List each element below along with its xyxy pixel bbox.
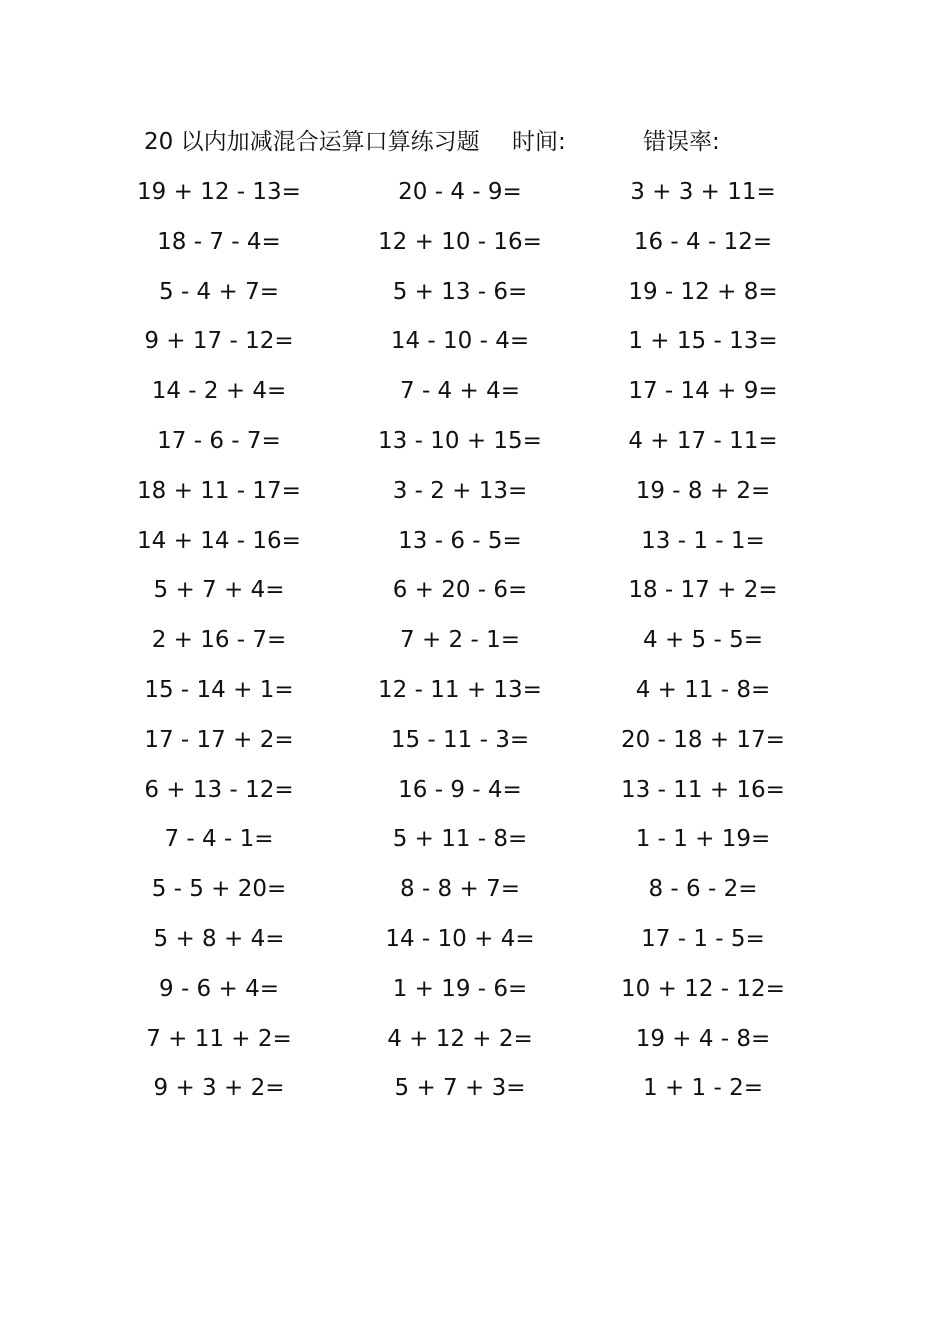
problem-item: 17 - 6 - 7= — [157, 427, 281, 454]
problem-item: 3 - 2 + 13= — [392, 477, 528, 504]
problem-row — [0, 670, 950, 720]
problem-row — [0, 720, 950, 770]
problem-item: 3 + 3 + 11= — [630, 179, 776, 205]
problem-row — [0, 521, 950, 571]
problem-item: 5 - 5 + 20= — [151, 876, 287, 903]
worksheet-title: 20 以内加减混合运算口算练习题 — [144, 129, 480, 155]
problem-row — [0, 371, 950, 421]
problem-item: 9 + 3 + 2= — [153, 1075, 285, 1102]
problem-item: 15 - 14 + 1= — [144, 676, 294, 703]
problem-grid — [0, 172, 950, 1118]
problem-item: 16 - 9 - 4= — [398, 776, 522, 803]
problem-item: 5 + 8 + 4= — [153, 925, 285, 952]
problem-item: 5 - 4 + 7= — [159, 278, 279, 305]
problem-row — [0, 172, 950, 222]
problem-item: 5 + 7 + 3= — [394, 1075, 526, 1102]
problem-item: 1 + 1 - 2= — [643, 1075, 763, 1102]
problem-item: 1 + 19 - 6= — [392, 975, 528, 1002]
problem-item: 9 + 17 - 12= — [144, 328, 294, 355]
worksheet-header — [0, 124, 950, 160]
problem-item: 5 + 11 - 8= — [392, 826, 528, 853]
problem-row — [0, 471, 950, 521]
problem-item: 5 + 7 + 4= — [153, 577, 285, 604]
problem-item: 2 + 16 - 7= — [151, 627, 287, 654]
problem-item: 14 - 10 + 4= — [385, 925, 535, 952]
problem-item: 13 - 1 - 1= — [641, 527, 765, 554]
problem-item: 12 - 11 + 13= — [378, 676, 542, 703]
problem-item: 15 - 11 - 3= — [390, 726, 530, 753]
problem-item: 13 - 10 + 15= — [378, 427, 542, 454]
problem-item: 13 - 11 + 16= — [621, 776, 785, 803]
problem-item: 7 + 2 - 1= — [400, 627, 520, 654]
problem-item: 9 - 6 + 4= — [159, 975, 279, 1002]
time-label: 时间: — [512, 129, 566, 155]
problem-item: 4 + 17 - 11= — [628, 427, 778, 454]
problem-item: 4 + 11 - 8= — [635, 676, 771, 703]
error-rate-label: 错误率: — [643, 129, 720, 155]
problem-row — [0, 421, 950, 471]
problem-row — [0, 272, 950, 322]
problem-item: 5 + 13 - 6= — [392, 278, 528, 305]
problem-item: 6 + 20 - 6= — [392, 577, 528, 604]
problem-row — [0, 321, 950, 371]
problem-item: 4 + 12 + 2= — [387, 1025, 533, 1052]
problem-item: 6 + 13 - 12= — [144, 776, 294, 803]
problem-item: 19 - 12 + 8= — [628, 278, 778, 305]
problem-item: 18 + 11 - 17= — [137, 477, 301, 504]
problem-row — [0, 819, 950, 869]
problem-item: 20 - 18 + 17= — [621, 726, 785, 753]
problem-item: 14 + 14 - 16= — [137, 527, 301, 554]
problem-item: 7 + 11 + 2= — [146, 1025, 292, 1052]
problem-row — [0, 620, 950, 670]
problem-item: 20 - 4 - 9= — [398, 179, 522, 205]
problem-item: 8 - 6 - 2= — [648, 876, 758, 903]
problem-row — [0, 570, 950, 620]
problem-item: 17 - 14 + 9= — [628, 378, 778, 405]
problem-row — [0, 1068, 950, 1118]
problem-item: 10 + 12 - 12= — [621, 975, 785, 1002]
problem-item: 13 - 6 - 5= — [398, 527, 522, 554]
problem-row — [0, 869, 950, 919]
problem-item: 17 - 1 - 5= — [641, 925, 765, 952]
problem-item: 7 - 4 - 1= — [164, 826, 274, 853]
problem-item: 4 + 5 - 5= — [643, 627, 763, 654]
problem-item: 17 - 17 + 2= — [144, 726, 294, 753]
problem-item: 1 + 15 - 13= — [628, 328, 778, 355]
problem-row — [0, 1019, 950, 1069]
problem-row — [0, 222, 950, 272]
problem-item: 14 - 10 - 4= — [390, 328, 530, 355]
problem-item: 19 - 8 + 2= — [635, 477, 771, 504]
problem-item: 19 + 12 - 13= — [137, 179, 301, 205]
problem-item: 18 - 7 - 4= — [157, 228, 281, 255]
problem-item: 14 - 2 + 4= — [151, 378, 287, 405]
problem-item: 7 - 4 + 4= — [400, 378, 520, 405]
problem-item: 12 + 10 - 16= — [378, 228, 542, 255]
problem-item: 1 - 1 + 19= — [635, 826, 771, 853]
problem-item: 16 - 4 - 12= — [633, 228, 773, 255]
problem-item: 18 - 17 + 2= — [628, 577, 778, 604]
problem-row — [0, 770, 950, 820]
problem-row — [0, 919, 950, 969]
problem-row — [0, 969, 950, 1019]
problem-item: 19 + 4 - 8= — [635, 1025, 771, 1052]
problem-item: 8 - 8 + 7= — [400, 876, 520, 903]
